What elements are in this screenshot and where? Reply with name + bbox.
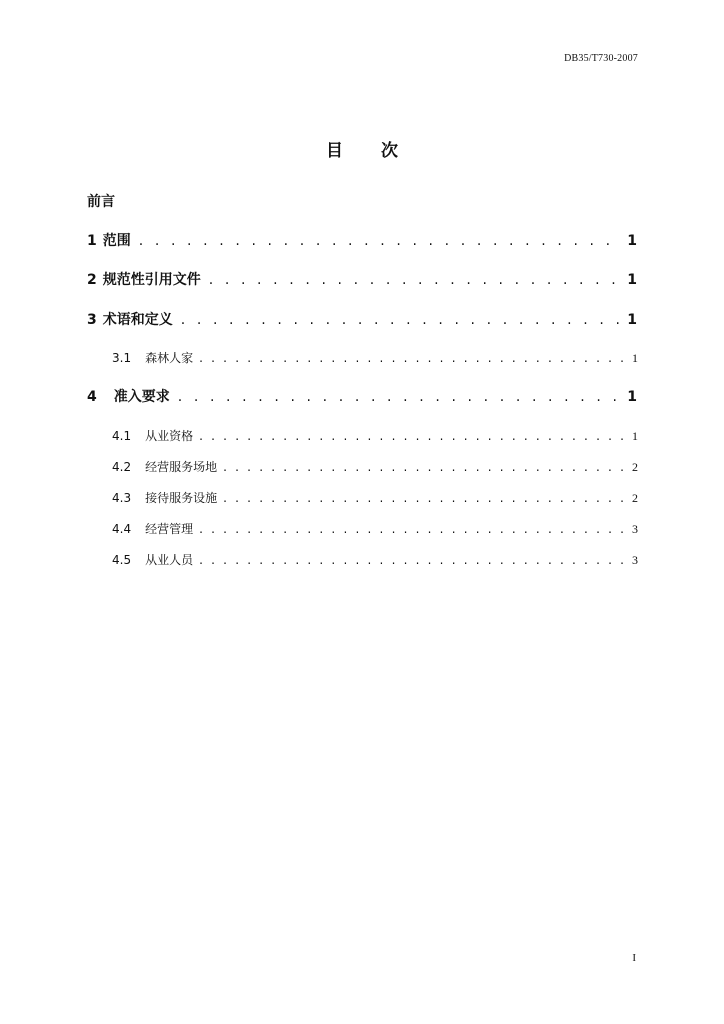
toc-entry-page: 1 <box>627 272 637 288</box>
toc-entry-4-1 <box>112 427 638 444</box>
dot-leader <box>209 272 622 288</box>
toc-entry-page: 1 <box>632 429 638 443</box>
toc-entry-number: 4.4 <box>112 522 132 536</box>
toc-entry-number: 4.1 <box>112 429 132 443</box>
toc-entry-page: 1 <box>627 312 637 328</box>
dot-leader <box>199 522 626 536</box>
toc-entry-title: 准入要求 <box>113 389 170 405</box>
dot-leader <box>199 351 626 365</box>
toc-entry-preface: 前言 <box>87 194 115 210</box>
toc-entry-title: 接待服务设施 <box>145 491 218 505</box>
dot-leader <box>181 312 622 328</box>
toc-entry-number: 1 <box>87 233 97 249</box>
toc-entry-2 <box>87 269 637 289</box>
toc-entry-title: 从业人员 <box>145 553 194 567</box>
toc-entry-number: 3 <box>87 312 97 328</box>
dot-leader <box>178 389 622 405</box>
toc-entry-page: 3 <box>632 553 638 567</box>
toc-entry-number: 4.2 <box>112 460 132 474</box>
toc-entry-title: 规范性引用文件 <box>102 272 201 288</box>
toc-entry-title: 经营管理 <box>145 522 194 536</box>
toc-entry-title: 从业资格 <box>145 429 194 443</box>
dot-leader <box>199 553 626 567</box>
toc-entry-title: 范围 <box>102 233 131 249</box>
document-code: DB35/T730-2007 <box>564 53 638 64</box>
toc-entry-page: 2 <box>632 460 638 474</box>
toc-entry-3 <box>87 309 637 329</box>
toc-entry-title: 经营服务场地 <box>145 460 218 474</box>
page-title <box>0 136 724 161</box>
dot-leader <box>223 491 626 505</box>
toc-entry-number: 3.1 <box>112 351 132 365</box>
toc-entry-number: 4 <box>87 389 97 405</box>
title-part-2: 次 <box>381 141 398 161</box>
toc-entry-page: 3 <box>632 522 638 536</box>
toc-entry-number: 2 <box>87 272 97 288</box>
toc-entry-number: 4.5 <box>112 553 132 567</box>
toc-entry-page: 1 <box>627 389 637 405</box>
toc-entry-number: 4.3 <box>112 491 132 505</box>
title-part-1: 目 <box>326 141 343 161</box>
toc-entry-page: 2 <box>632 491 638 505</box>
toc-entry-page: 1 <box>627 233 637 249</box>
toc-entry-4 <box>87 386 637 406</box>
dot-leader <box>139 233 622 249</box>
toc-entry-title: 森林人家 <box>145 351 194 365</box>
dot-leader <box>223 460 626 474</box>
dot-leader <box>199 429 626 443</box>
toc-entry-4-2 <box>112 458 638 475</box>
page-number: I <box>632 952 636 964</box>
toc-entry-title: 术语和定义 <box>102 312 173 328</box>
toc-entry-page: 1 <box>632 351 638 365</box>
toc-entry-4-4 <box>112 520 638 537</box>
toc-entry-3-1 <box>112 349 638 366</box>
toc-entry-1 <box>87 230 637 250</box>
toc-entry-4-5 <box>112 551 638 568</box>
toc-entry-4-3 <box>112 489 638 506</box>
